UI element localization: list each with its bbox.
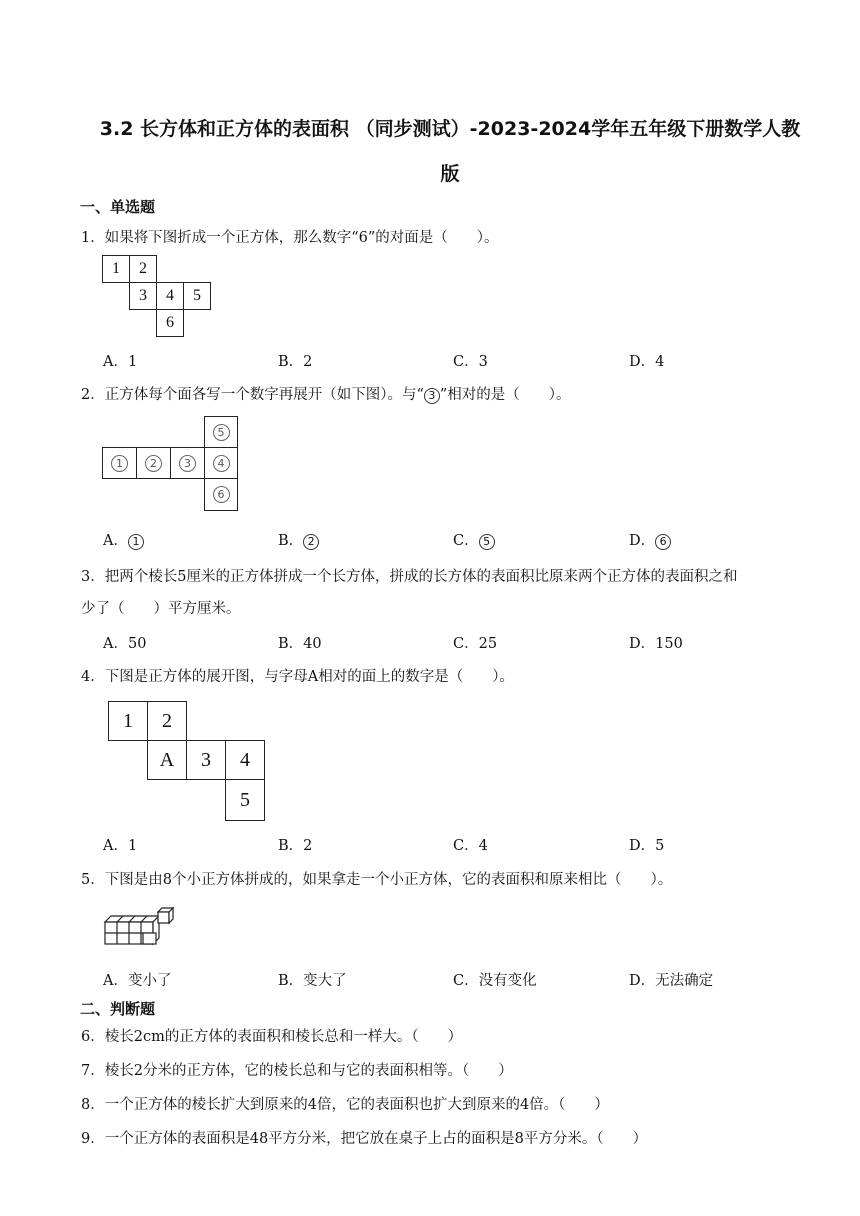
net-cell: 6 (156, 309, 184, 337)
circled-number: 1 (111, 455, 128, 472)
option-c[interactable]: C．25 (453, 636, 498, 652)
option-d[interactable] (629, 529, 671, 550)
option-a[interactable]: A．50 (103, 636, 147, 652)
net-cell: 4 (225, 740, 265, 780)
question-7-text: 7．棱长2分米的正方体，它的棱长总和与它的表面积相等。（ ） (81, 1063, 513, 1079)
net-cell: 2 (147, 701, 187, 741)
option-d[interactable]: D．150 (629, 636, 683, 652)
net-cell (136, 447, 171, 479)
question-2-text (81, 383, 571, 404)
option-letter: D． (629, 533, 656, 549)
net-cell: A (147, 740, 187, 780)
option-b[interactable]: B．2 (278, 838, 313, 854)
question-2-text-start: 2．正方体每个面各写一个数字再展开（如下图）。与“ (81, 387, 424, 403)
option-c[interactable]: C．没有变化 (453, 973, 537, 989)
option-d[interactable]: D．4 (629, 354, 665, 370)
option-a[interactable]: A．1 (103, 838, 138, 854)
question-6-text: 6．棱长2cm的正方体的表面积和棱长总和一样大。（ ） (81, 1029, 463, 1045)
circled-number: 3 (424, 388, 440, 404)
option-b[interactable]: B．2 (278, 354, 313, 370)
net-cell: 3 (186, 740, 226, 780)
option-a[interactable]: A．1 (103, 354, 138, 370)
net-cell: 1 (102, 255, 130, 283)
option-c[interactable] (453, 529, 495, 550)
net-cell (204, 478, 238, 511)
question-4-text: 4．下图是正方体的展开图，与字母A相对的面上的数字是（ ）。 (81, 669, 514, 685)
net-cell (204, 447, 238, 479)
circled-number: 2 (303, 534, 319, 550)
option-b[interactable]: B．40 (278, 636, 322, 652)
option-a[interactable] (103, 529, 144, 550)
question-3-text: 3．把两个棱长5厘米的正方体拼成一个长方体，拼成的长方体的表面积比原来两个正方体的表面积之和 (81, 569, 738, 585)
option-letter: C． (453, 533, 479, 549)
option-letter: A． (103, 533, 128, 549)
net-cell (170, 447, 205, 479)
option-a[interactable]: A．变小了 (103, 973, 172, 989)
circled-number: 4 (213, 455, 230, 472)
circled-number: 3 (179, 455, 196, 472)
option-c[interactable]: C．4 (453, 838, 488, 854)
option-d[interactable]: D．5 (629, 838, 665, 854)
question-9-text: 9．一个正方体的表面积是48平方分米，把它放在桌子上占的面积是8平方分米。（ ） (81, 1131, 648, 1147)
net-cell: 5 (183, 282, 211, 310)
net-cell: 2 (129, 255, 157, 283)
question-5-text: 5．下图是由8个小正方体拼成的，如果拿走一个小正方体，它的表面积和原来相比（ ）。 (81, 872, 673, 888)
option-c[interactable]: C．3 (453, 354, 488, 370)
circled-number: 6 (655, 534, 671, 550)
net-cell (102, 447, 137, 479)
page-title: 3.2 长方体和正方体的表面积 （同步测试）-2023-2024学年五年级下册数学人教 (99, 118, 801, 140)
question-2-text-end: ”相对的是（ ）。 (439, 387, 571, 403)
question-5-stacked-cubes-figure (103, 905, 175, 949)
section-heading-true-false: 二、判断题 (80, 1000, 156, 1018)
option-letter: B． (278, 533, 304, 549)
option-b[interactable] (278, 529, 319, 550)
circled-number: 2 (145, 455, 162, 472)
net-cell (204, 416, 238, 448)
question-8-text: 8．一个正方体的棱长扩大到原来的4倍，它的表面积也扩大到原来的4倍。（ ） (81, 1097, 609, 1113)
net-cell: 3 (129, 282, 157, 310)
page-title-continued: 版 (440, 163, 460, 185)
circled-number: 5 (213, 424, 230, 441)
section-heading-single-choice: 一、单选题 (80, 198, 156, 216)
circled-number: 6 (213, 486, 230, 503)
option-b[interactable]: B．变大了 (278, 973, 347, 989)
circled-number: 1 (128, 534, 144, 550)
circled-number: 5 (479, 534, 495, 550)
net-cell: 5 (225, 779, 265, 821)
option-d[interactable]: D．无法确定 (629, 973, 714, 989)
net-cell: 4 (156, 282, 184, 310)
question-3-text-continued: 少了（ ）平方厘米。 (81, 601, 241, 617)
net-cell: 1 (108, 701, 148, 741)
question-1-text: 1．如果将下图折成一个正方体，那么数字“6”的对面是（ ）。 (81, 230, 499, 246)
